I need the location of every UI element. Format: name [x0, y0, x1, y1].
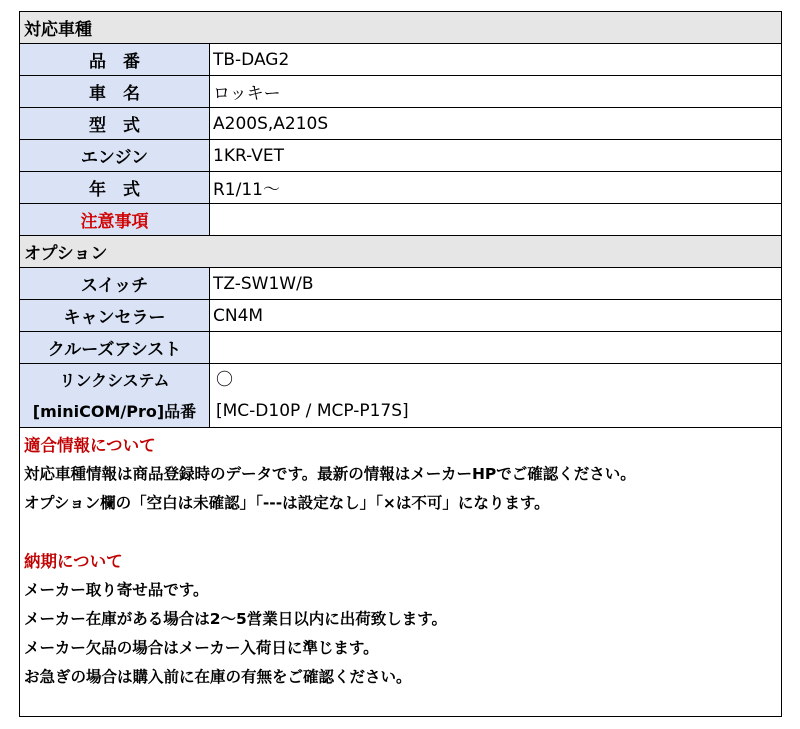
row-value-link-system [210, 364, 782, 428]
spec-table [19, 11, 782, 428]
row-label-part-number: 品 番 [20, 44, 210, 76]
delivery-title: 納期について [24, 552, 123, 571]
delivery-line: メーカー欠品の場合はメーカー入荷日に準じます。 [24, 639, 379, 657]
row-value-caution [210, 204, 782, 236]
section-header-vehicle: 対応車種 [20, 12, 782, 44]
fit-info-title: 適合情報について [24, 436, 156, 455]
notes-section [20, 431, 781, 692]
table-row [20, 300, 782, 332]
row-label-car-name: 車 名 [20, 76, 210, 108]
link-system-label: リンクシステム [20, 365, 209, 396]
spacer [24, 518, 781, 547]
row-value-year: R1/11～ [210, 172, 782, 204]
table-row [20, 140, 782, 172]
link-system-sublabel: [miniCOM/Pro]品番 [20, 396, 209, 427]
section-row-vehicle [20, 12, 782, 44]
row-value-canceller: CN4M [210, 300, 782, 332]
delivery-line: メーカー取り寄せ品です。 [24, 581, 209, 599]
section-header-options: オプション [20, 236, 782, 268]
section-row-options [20, 236, 782, 268]
table-row [20, 268, 782, 300]
delivery-line: メーカー在庫がある場合は2～5営業日以内に出荷致します。 [24, 610, 448, 628]
link-system-value: 〇 [216, 369, 233, 390]
table-row [20, 332, 782, 364]
row-label-cruise-assist: クルーズアシスト [20, 332, 210, 364]
spec-sheet [19, 11, 782, 717]
row-value-engine: 1KR-VET [210, 140, 782, 172]
fit-info-line: オプション欄の「空白は未確認」「---は設定なし」「×は不可」になります。 [24, 494, 550, 512]
table-row [20, 172, 782, 204]
row-value-model-code: A200S,A210S [210, 108, 782, 140]
fit-info-line: 対応車種情報は商品登録時のデータです。最新の情報はメーカーHPでご確認ください。 [24, 465, 636, 483]
row-value-car-name: ロッキー [210, 76, 782, 108]
row-label-engine: エンジン [20, 140, 210, 172]
row-label-model-code: 型 式 [20, 108, 210, 140]
table-row [20, 204, 782, 236]
link-system-subvalue: [MC-D10P / MCP-P17S] [216, 400, 409, 421]
table-row [20, 76, 782, 108]
row-label-link-system [20, 364, 210, 428]
row-value-cruise-assist [210, 332, 782, 364]
table-row-link-system [20, 364, 782, 428]
delivery-line: お急ぎの場合は購入前に在庫の有無をご確認ください。 [24, 668, 412, 686]
row-label-canceller: キャンセラー [20, 300, 210, 332]
row-value-switch: TZ-SW1W/B [210, 268, 782, 300]
table-row [20, 44, 782, 76]
row-value-part-number: TB-DAG2 [210, 44, 782, 76]
row-label-year: 年 式 [20, 172, 210, 204]
row-label-switch: スイッチ [20, 268, 210, 300]
table-row [20, 108, 782, 140]
row-label-caution: 注意事項 [20, 204, 210, 236]
